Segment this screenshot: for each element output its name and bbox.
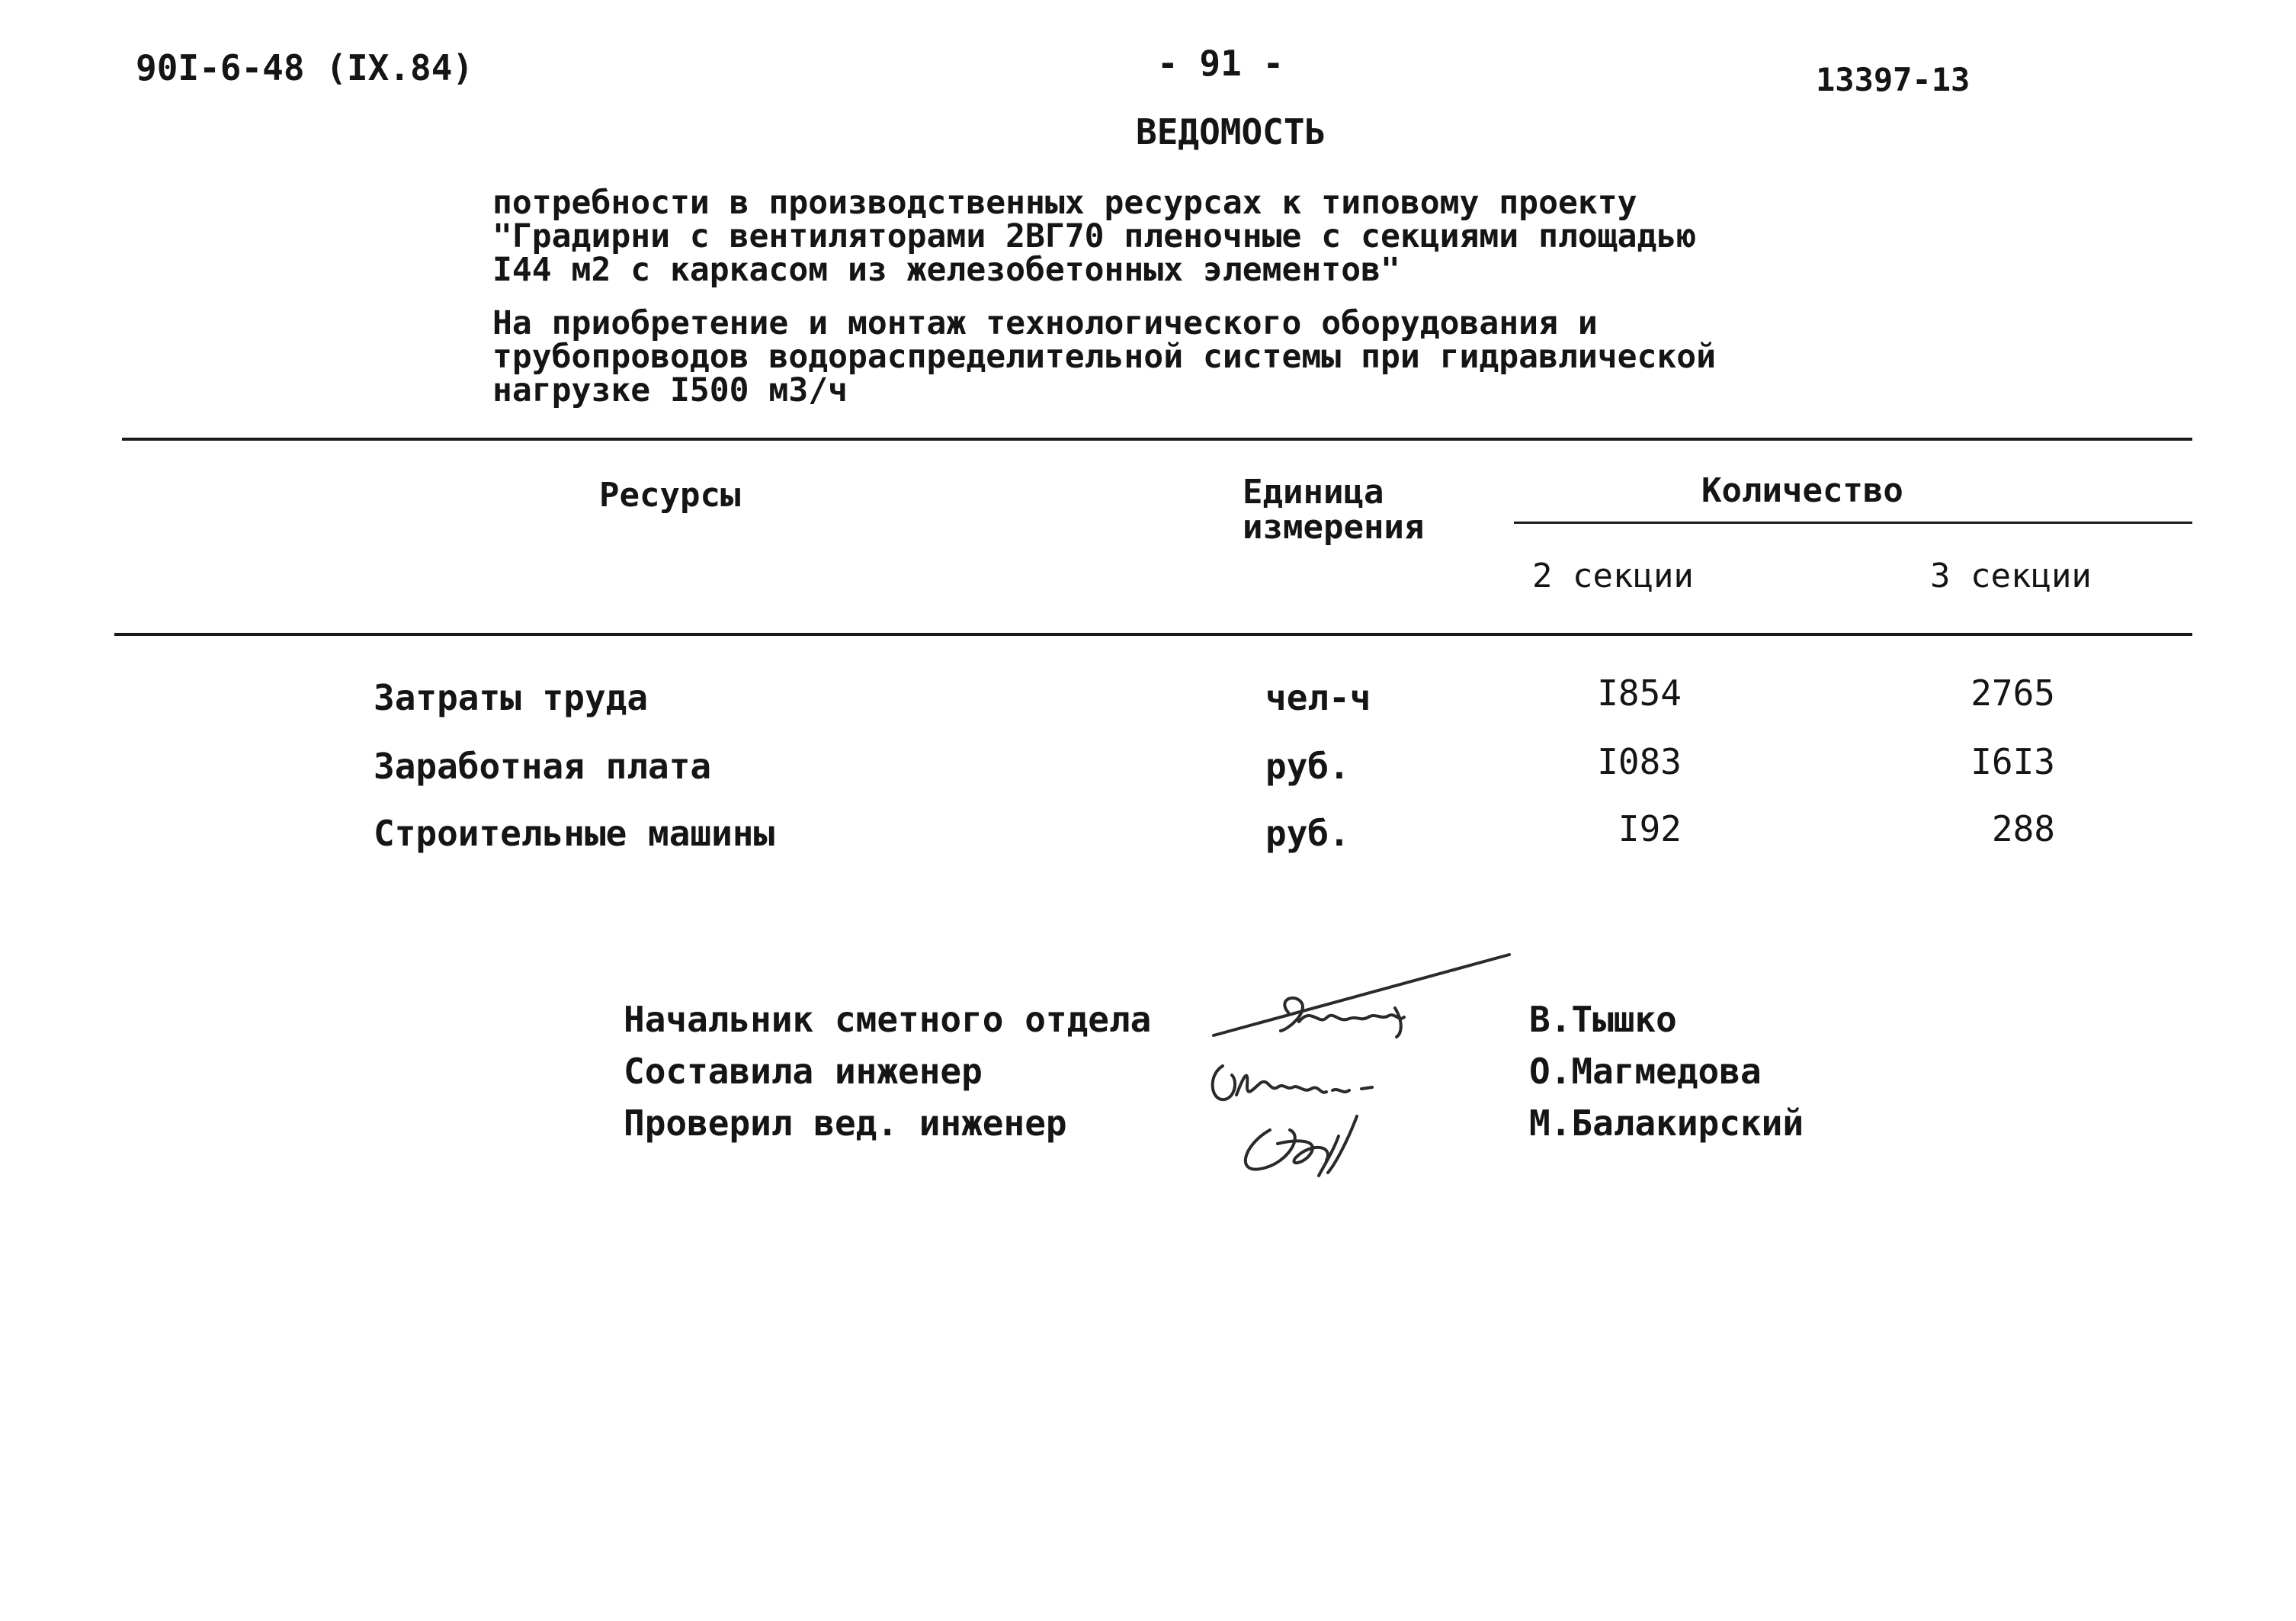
signature-3-scribble	[1246, 1116, 1357, 1176]
row-unit: руб.	[1265, 813, 1350, 854]
row-qty-2: I92	[1618, 808, 1682, 849]
header-2-sections: 2 секции	[1532, 557, 1694, 595]
header-resources: Ресурсы	[599, 476, 741, 515]
row-unit: чел-ч	[1265, 677, 1371, 718]
document-subtitle	[492, 186, 1696, 287]
signature-name: М.Балакирский	[1529, 1103, 1804, 1144]
signature-role: Проверил вед. инженер	[624, 1103, 1067, 1144]
header-3-sections: 3 секции	[1930, 557, 2092, 595]
row-unit: руб.	[1265, 746, 1350, 787]
signature-stroke	[1214, 955, 1509, 1035]
signature-role: Начальник сметного отдела	[624, 999, 1152, 1040]
scope-line: На приобретение и монтаж технологического оборудования и	[492, 304, 1598, 342]
signature-1-scribble	[1281, 998, 1404, 1037]
row-qty-2: I854	[1597, 672, 1682, 714]
signature-name: О.Магмедова	[1529, 1051, 1762, 1092]
signature-role: Составила инженер	[624, 1051, 983, 1092]
signature-name: В.Тышко	[1529, 999, 1677, 1040]
table-top-rule	[122, 438, 2192, 441]
row-qty-3: 2765	[1971, 672, 2055, 714]
subtitle-line: I44 м2 с каркасом из железобетонных элементов"	[492, 251, 1400, 289]
header-unit-line1: Единица	[1243, 473, 1384, 512]
archive-number: 13397-13	[1816, 61, 1971, 98]
row-qty-3: 288	[1991, 808, 2055, 849]
scope-line: нагрузке I500 м3/ч	[492, 371, 848, 409]
table-header-rule	[114, 633, 2192, 636]
row-resource: Затраты труда	[374, 677, 649, 718]
row-resource: Строительные машины	[374, 813, 775, 854]
row-qty-2: I083	[1597, 741, 1682, 782]
page-number: - 91 -	[1157, 43, 1284, 84]
document-title: ВЕДОМОСТЬ	[1136, 111, 1326, 152]
scope-line: трубопроводов водораспределительной системы при гидравлической	[492, 338, 1717, 376]
handwritten-signatures	[1204, 953, 1525, 1197]
document-code: 90I-6-48 (IX.84)	[136, 47, 474, 88]
quantity-header-rule	[1514, 522, 2192, 524]
subtitle-line: "Градирни с вентиляторами 2ВГ70 пленочные с секциями площадью	[492, 217, 1697, 255]
row-resource: Заработная плата	[374, 746, 712, 787]
header-unit-line2: измерения	[1243, 508, 1425, 547]
signature-2-scribble	[1213, 1066, 1372, 1099]
row-qty-3: I6I3	[1971, 741, 2055, 782]
subtitle-line: потребности в производственных ресурсах к типовому проекту	[492, 184, 1637, 222]
header-quantity: Количество	[1701, 471, 1903, 510]
document-scope	[492, 304, 1717, 409]
